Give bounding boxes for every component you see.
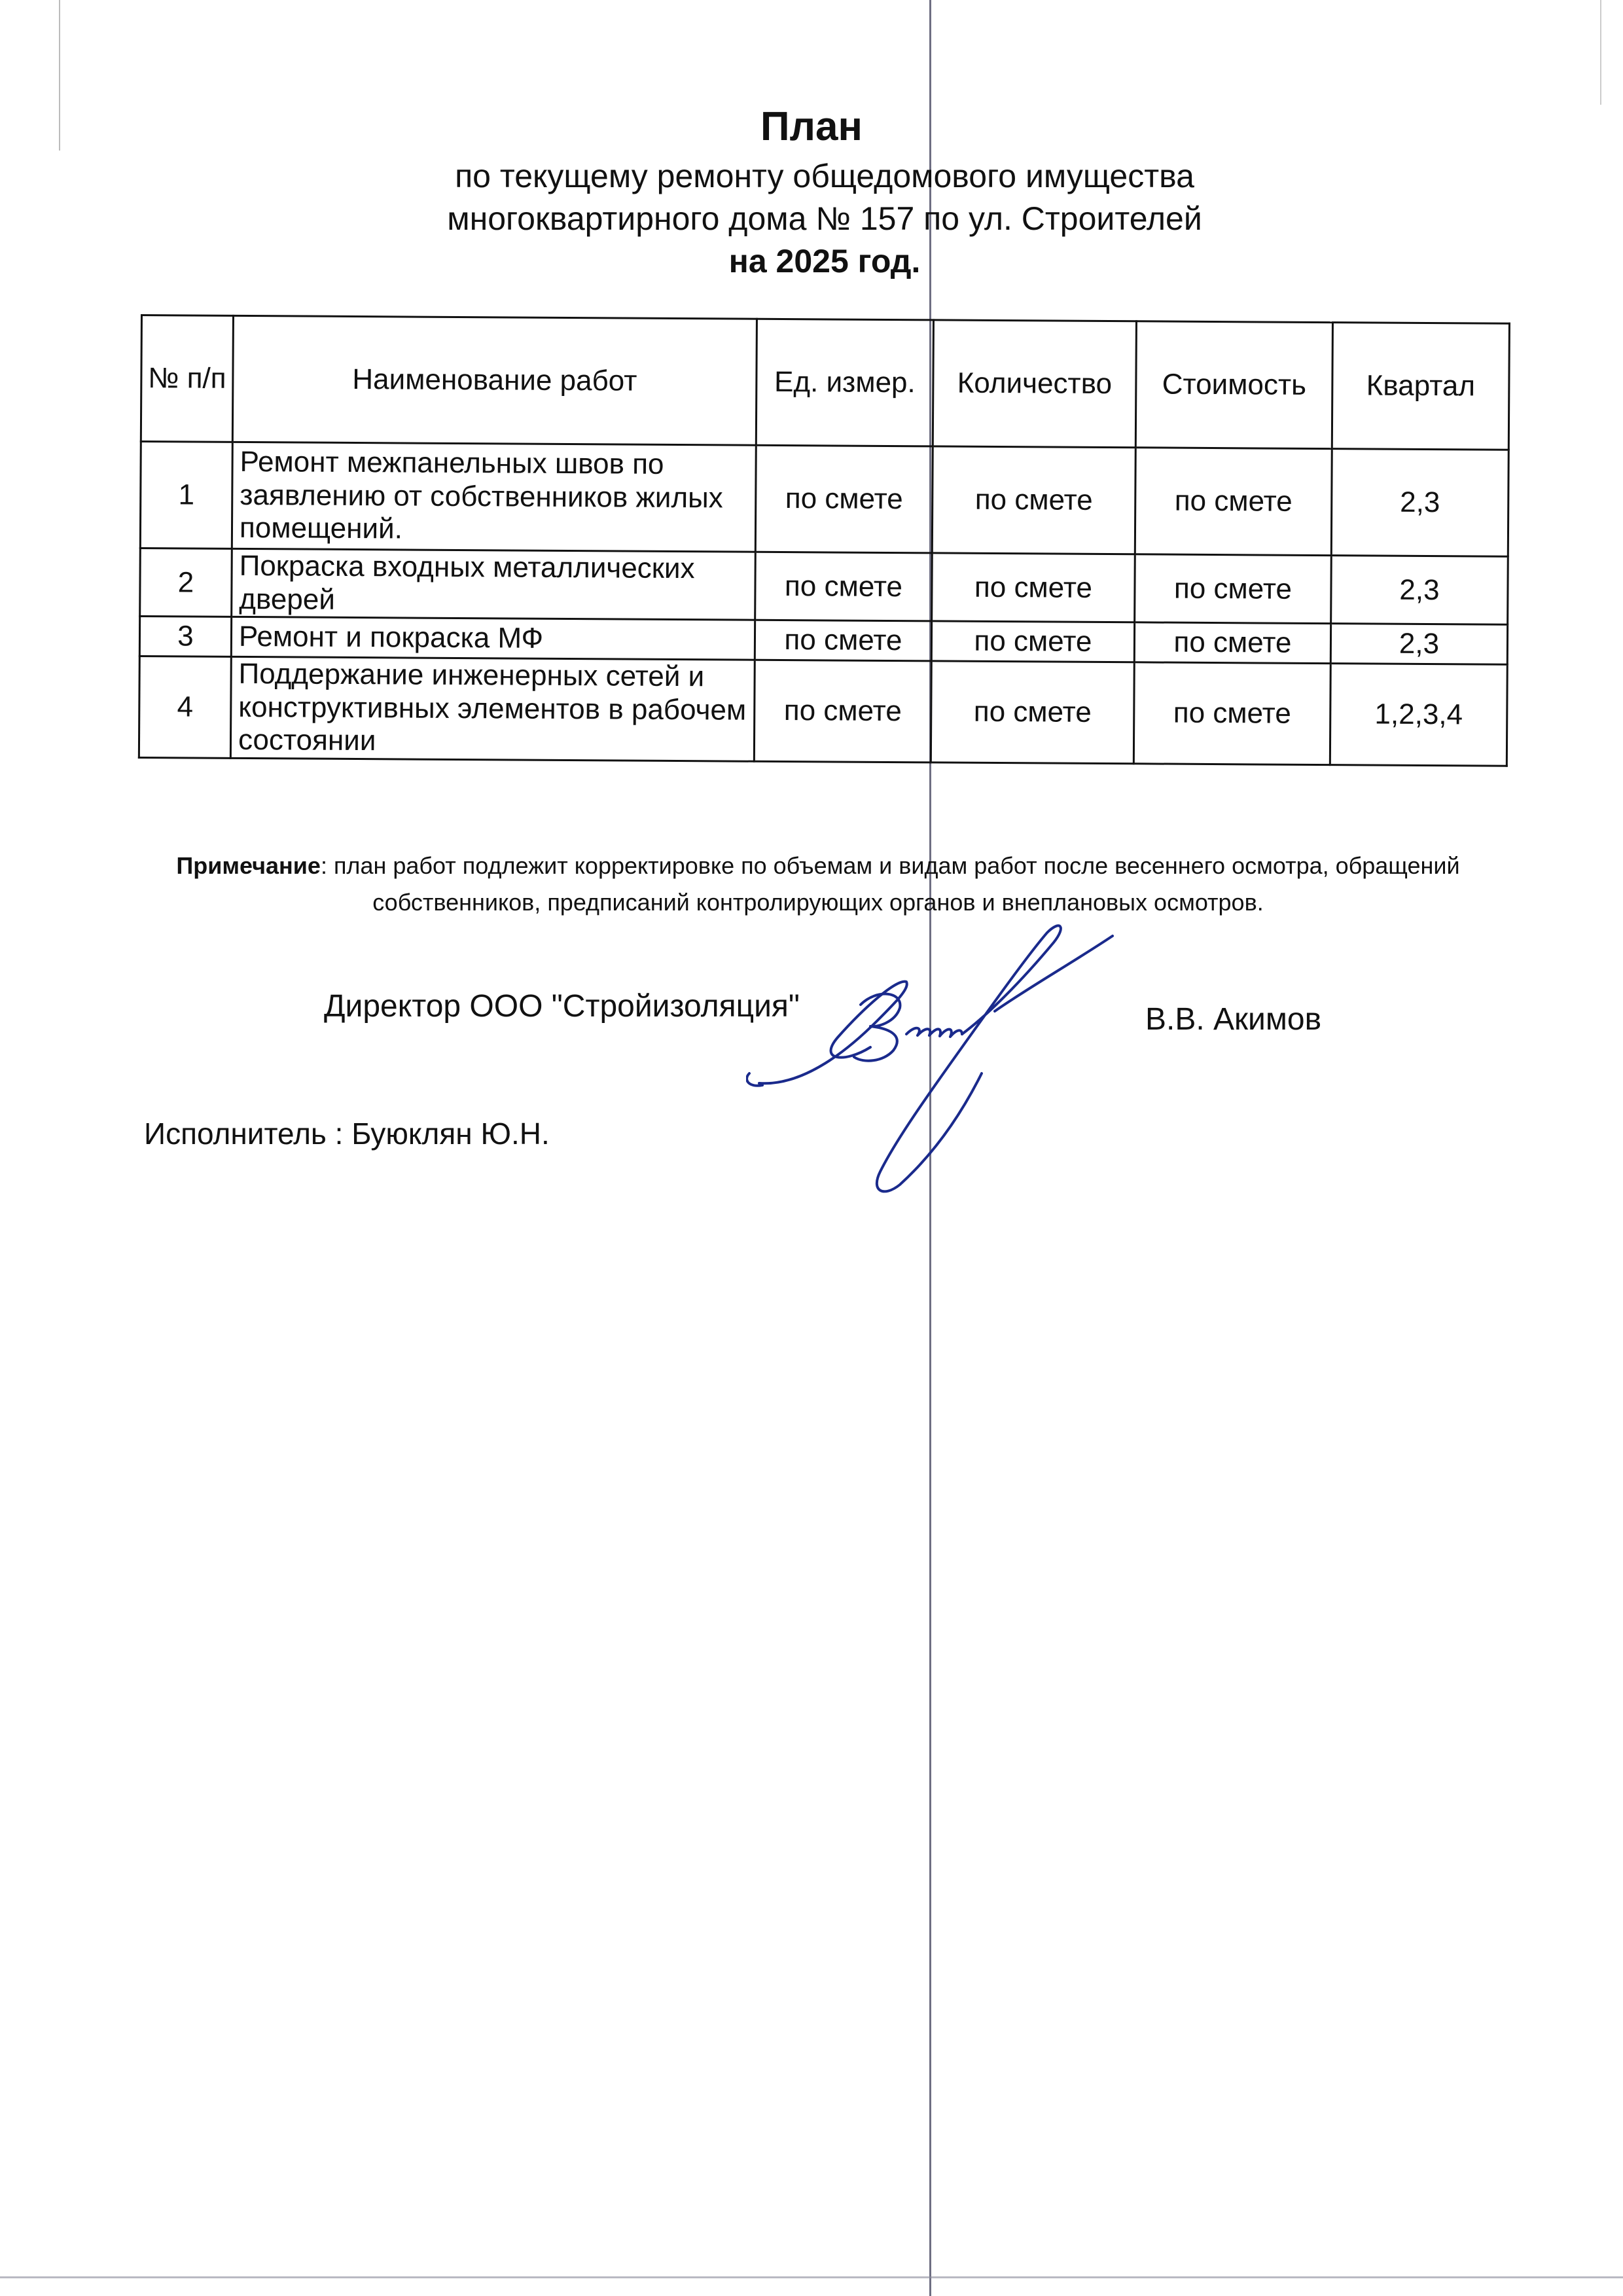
scan-bottom-line [0, 2276, 1623, 2278]
subtitle-line-2: многоквартирного дома № 157 по ул. Строителей [447, 200, 1202, 237]
cell-num: 3 [139, 617, 231, 657]
cell-cost: по смете [1135, 554, 1332, 624]
handwritten-signature [746, 916, 1139, 1217]
scan-edge-right [1600, 0, 1601, 105]
cell-unit: по смете [755, 445, 933, 553]
cell-name: Поддержание инженерных сетей и конструктивных элементов в рабочем состоянии [230, 657, 755, 762]
table-header-row [141, 315, 1509, 450]
col-header-name: Наименование работ [232, 315, 757, 445]
cell-unit: по смете [754, 660, 931, 762]
cell-name: Ремонт межпанельных швов по заявлению от собственников жилых помещений. [232, 442, 756, 552]
col-header-quarter: Квартал [1332, 323, 1509, 450]
executor-line: Исполнитель : Буюклян Ю.Н. [144, 1117, 550, 1151]
cell-quarter: 2,3 [1330, 624, 1507, 665]
cell-cost: по смете [1133, 662, 1330, 765]
cell-quarter: 1,2,3,4 [1330, 664, 1507, 766]
cell-qty: по смете [931, 661, 1134, 764]
cell-unit: по смете [755, 620, 931, 661]
cell-num: 2 [140, 548, 232, 617]
note-text: : план работ подлежит корректировке по объемам и видам работ после весеннего осмотра, обращений собственников, предписаний контролирующих органов и внеплановых осмотров. [320, 852, 1460, 916]
cell-quarter: 2,3 [1331, 449, 1508, 557]
director-title: Директор ООО "Стройизоляция" [324, 989, 800, 1024]
document-title: План [760, 104, 863, 149]
subtitle-year: на 2025 год. [728, 243, 921, 279]
cell-num: 1 [140, 442, 232, 549]
subtitle-line-1: по текущему ремонту общедомового имущества [455, 158, 1194, 194]
col-header-num: № п/п [141, 315, 233, 442]
cell-qty: по смете [931, 621, 1134, 662]
table-row [140, 442, 1508, 557]
table-row [139, 656, 1507, 766]
cell-qty: по смете [932, 446, 1135, 554]
cell-num: 4 [139, 656, 231, 759]
cell-unit: по смете [755, 552, 933, 621]
col-header-unit: Ед. измер. [756, 319, 933, 446]
cell-cost: по смете [1134, 622, 1330, 664]
col-header-qty: Количество [933, 320, 1136, 448]
cell-name: Покраска входных металлических дверей [232, 548, 756, 620]
cell-qty: по смете [932, 553, 1135, 622]
cell-quarter: 2,3 [1331, 556, 1508, 625]
note-label: Примечание [176, 852, 321, 879]
director-name: В.В. Акимов [1145, 1002, 1322, 1037]
cell-cost: по смете [1135, 448, 1332, 556]
col-header-cost: Стоимость [1135, 321, 1332, 449]
works-table [138, 314, 1510, 767]
table-row [140, 548, 1508, 625]
cell-name: Ремонт и покраска МФ [231, 617, 755, 660]
note-paragraph [131, 848, 1505, 921]
